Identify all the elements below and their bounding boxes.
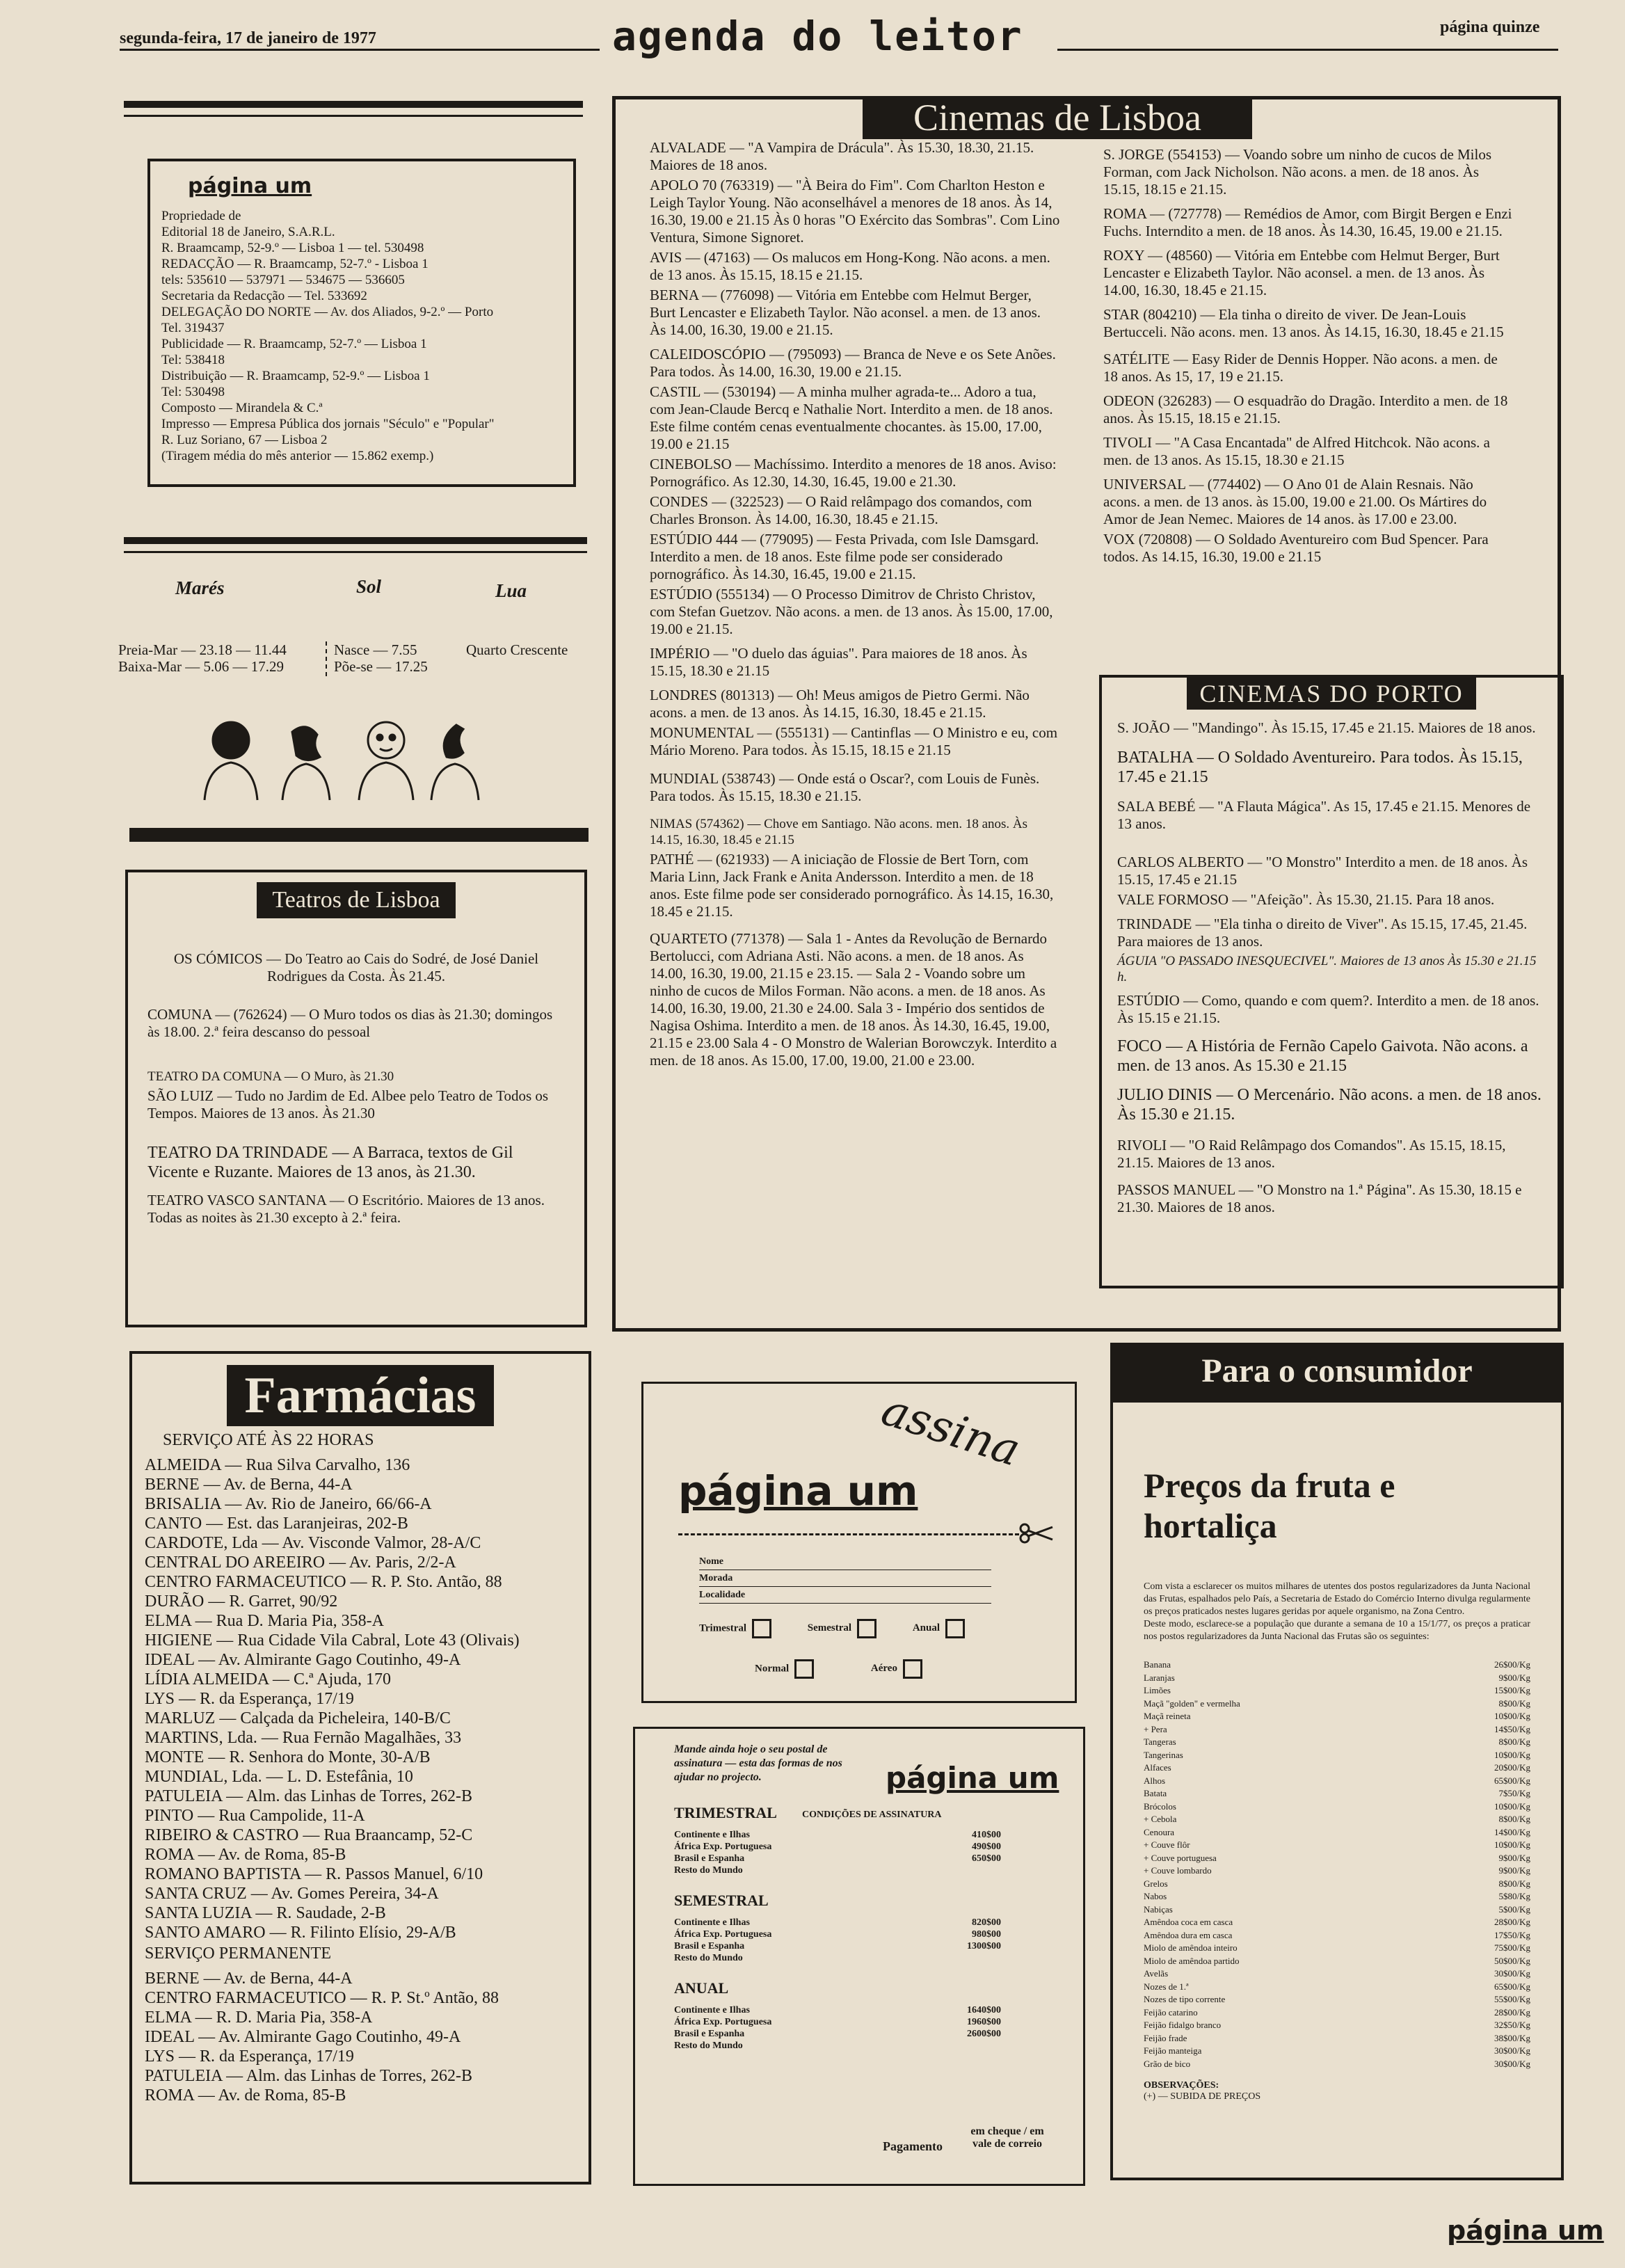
condition-price: 1640$00 (967, 2005, 1001, 2015)
produce-name: Alhos (1144, 1775, 1166, 1786)
tides-rule-thin (124, 551, 587, 553)
pharmacy-item: BRISALIA — Av. Rio de Janeiro, 66/66-A (145, 1495, 432, 1513)
produce-name: + Pera (1144, 1723, 1167, 1734)
produce-price: 65$00/Kg (1494, 1775, 1530, 1786)
conditions-box (633, 1727, 1085, 2186)
conditions-logo: página um (886, 1761, 1059, 1795)
imprint-line: Tel: 538418 (161, 353, 225, 367)
option-label: Anual (912, 1622, 940, 1634)
produce-name: Banana (1144, 1659, 1171, 1670)
condition-row (674, 2040, 1001, 2052)
pharmacies-title: Farmácias (227, 1365, 495, 1426)
footer-logo: página um (1447, 2215, 1604, 2246)
payment-options: em cheque / em vale de correio (970, 2125, 1044, 2150)
condition-row (674, 2016, 1001, 2028)
masthead-rule-right (1057, 49, 1558, 51)
sunset: Põe-se — 17.25 (334, 658, 428, 675)
produce-name: Amêndoa dura em casca (1144, 1929, 1233, 1940)
option-label: Trimestral (699, 1622, 747, 1634)
produce-name: + Couve portuguesa (1144, 1852, 1217, 1863)
produce-name: Nabos (1144, 1891, 1167, 1901)
imprint-line: Impresso — Empresa Pública dos jornais "Século" e "Popular" (161, 417, 495, 431)
price-row (1144, 1672, 1530, 1685)
imprint-line: Tel. 319437 (161, 321, 225, 335)
condition-price: 2600$00 (967, 2029, 1001, 2039)
pharmacy-item: RIBEIRO & CASTRO — Rua Braancamp, 52-C (145, 1826, 473, 1844)
produce-price: 14$00/Kg (1494, 1826, 1530, 1837)
cinema-listing: BERNA — (776098) — Vitória em Entebbe com Helmut Berger, Burt Lencaster e Elizabeth Taylor. Não aconsel. a men. de 13 anos. Às 14.00, 16.30, 19.00 e 21.15. (650, 287, 1041, 338)
price-row (1144, 1890, 1530, 1903)
condition-price: 980$00 (972, 1929, 1001, 1940)
produce-price: 5$80/Kg (1498, 1891, 1530, 1901)
aereo-checkbox[interactable] (903, 1659, 922, 1679)
produce-name: Avelãs (1144, 1968, 1169, 1979)
pharmacy-item: CENTRAL DO AREEIRO — Av. Paris, 2/2-A (145, 1554, 456, 1572)
cinema-listing: ODEON (326283) — O esquadrão do Dragão. Interdito a men. de 18 anos. Às 15.15, 18.15 e 21.15. (1103, 392, 1508, 426)
imprint-logo: página um (188, 174, 312, 198)
consumer-intro-2: Deste modo, esclarece-se a população que durante a semana de 10 a 15/1/77, os preços a praticar nos postos regularizadores da Junta Nacional das Frutas são os seguintes: (1144, 1619, 1530, 1642)
produce-price: 8$00/Kg (1498, 1736, 1530, 1747)
condition-region: África Exp. Portuguesa (674, 2017, 772, 2027)
cinema-listing: QUARTETO (771378) — Sala 1 - Antes da Revolução de Bernardo Bertolucci, com Adriana Asti. Não acons. a men. de 18 anos. As 14.00, 16.30, 19.00, 21.15 e 23.15. — Sala 2 - Voando sobre um ninho de cucos de Milos Forman. Não acons. a men. de 18 anos. As 14.00, 16.30, 19.00, 21.30 e 24.00. Sala 3 - Império dos sentidos de Nagisa Oshima. Interdito a men. de 18 anos. Às 14.30, 16.45, 19.00, 21.15 e 23.00 Sala 4 - O Monstro de Walerian Borowczyk. Interdito a men. de 18 anos. As 15.00, 17.00, 19.00, 21.00 e 23.00. (650, 930, 1057, 1069)
price-row (1144, 1839, 1530, 1852)
theatre-item: TEATRO VASCO SANTANA — O Escritório. Maiores de 13 anos. Todas as noites às 21.30 excepto à 2.ª feira. (147, 1192, 545, 1226)
pharmacy-item: ALMEIDA — Rua Silva Carvalho, 136 (145, 1456, 410, 1474)
moon-phases-icon (188, 711, 508, 801)
pharmacy-item: IDEAL — Av. Almirante Gago Coutinho, 49-A (145, 1651, 461, 1669)
porto-listing: BATALHA — O Soldado Aventureiro. Para todos. Às 15.15, 17.45 e 21.15 (1117, 749, 1523, 786)
high-tide: Preia-Mar — 23.18 — 11.44 (118, 641, 287, 658)
produce-price: 14$50/Kg (1494, 1723, 1530, 1734)
cinema-listing: CONDES — (322523) — O Raid relâmpago dos comandos, com Charles Bronson. Às 14.00, 16.30, 18.45 e 21.15. (650, 493, 1032, 527)
produce-price: 28$00/Kg (1494, 1917, 1530, 1927)
cinema-listing: APOLO 70 (763319) — "À Beira do Fim". Com Charlton Heston e Leigh Taylor Young. Não aconselhável a menores de 18 anos. Às 14, 16.30, 19.00 e 21.15 Às 0 horas "O Exército das Sombras". Com Lino Ventura, Simone Signoret. (650, 177, 1060, 246)
subscribe-logo: página um (678, 1467, 918, 1515)
condition-region: Brasil e Espanha (674, 1941, 745, 1951)
price-row (1144, 1852, 1530, 1865)
theatres-box (125, 870, 587, 1327)
sunrise: Nasce — 7.55 (334, 641, 417, 658)
price-row (1144, 2019, 1530, 2032)
tides-rule (124, 537, 587, 544)
price-row (1144, 1864, 1530, 1878)
cinema-listing: AVIS — (47163) — Os malucos em Hong-Kong. Não acons. a men. de 13 anos. Às 15.15, 18.15 e 21.15. (650, 249, 1050, 283)
produce-name: Feijão catarino (1144, 2006, 1198, 2018)
pharmacy-item: MONTE — R. Senhora do Monte, 30-A/B (145, 1748, 431, 1766)
produce-price: 30$00/Kg (1494, 2058, 1530, 2069)
price-row (1144, 1929, 1530, 1942)
pharmacies-box (129, 1351, 591, 2185)
produce-price: 8$00/Kg (1498, 1814, 1530, 1824)
produce-name: Tangerinas (1144, 1749, 1183, 1760)
condition-row (674, 1940, 1001, 1952)
produce-price: 38$00/Kg (1494, 2032, 1530, 2043)
cinema-listing: IMPÉRIO — "O duelo das águias". Para maiores de 18 anos. Às 15.15, 18.30 e 21.15 (650, 645, 1027, 679)
porto-listing: ESTÚDIO — Como, quando e com quem?. Interdito a men. de 18 anos. Às 15.15 e 21.15. (1117, 992, 1539, 1026)
conditions-intro: Mande ainda hoje o seu postal de assinatura — esta das formas de nos ajudar no projecto. (674, 1743, 842, 1783)
price-row (1144, 1698, 1530, 1711)
pharmacy-item: MARLUZ — Calçada da Picheleira, 140-B/C (145, 1709, 451, 1727)
cinema-listing: ROMA — (727778) — Remédios de Amor, com Birgit Bergen e Enzi Fuchs. Interndito a men. de 18 anos. Às 14.30, 16.45, 19.00 e 21.15. (1103, 205, 1512, 239)
porto-listing: CARLOS ALBERTO — "O Monstro" Interdito a men. de 18 anos. Às 15.15, 17.45 e 21.15 (1117, 854, 1528, 888)
imprint-line: Editorial 18 de Janeiro, S.A.R.L. (161, 225, 335, 239)
masthead-rule-left (120, 49, 600, 51)
pharmacy-item: LYS — R. da Esperança, 17/19 (145, 1690, 354, 1708)
price-row (1144, 1800, 1530, 1814)
pharmacy-item: CENTRO FARMACEUTICO — R. P. St.º Antão, 88 (145, 1989, 499, 2007)
option-label: Aéreo (870, 1663, 897, 1675)
imprint-line: Publicidade — R. Braamcamp, 52-7.º — Lisboa 1 (161, 337, 427, 351)
imprint-line: Composto — Mirandela & C.ª (161, 401, 323, 415)
price-row (1144, 2032, 1530, 2045)
price-row (1144, 1710, 1530, 1723)
imprint-line: R. Luz Soriano, 67 — Lisboa 2 (161, 433, 328, 447)
semestral-checkbox[interactable] (857, 1619, 876, 1638)
imprint-line: (Tiragem média do mês anterior — 15.862 exemp.) (161, 449, 434, 463)
cinema-listing: STAR (804210) — Ela tinha o direito de viver. De Jean-Louis Bertucceli. Não acons. men. 13 anos. Às 14.15, 16.30, 18.45 e 21.15 (1103, 306, 1504, 340)
price-row (1144, 1684, 1530, 1698)
produce-name: Feijão frade (1144, 2032, 1187, 2043)
produce-price: 50$00/Kg (1494, 1955, 1530, 1966)
consumer-box (1110, 1400, 1564, 2180)
imprint-top-rule (124, 101, 583, 108)
conditions-heading: CONDIÇÕES DE ASSINATURA (802, 1810, 942, 1820)
produce-name: Alfaces (1144, 1762, 1171, 1773)
produce-name: Amêndoa coca em casca (1144, 1917, 1233, 1927)
produce-name: Miolo de amêndoa partido (1144, 1955, 1240, 1966)
produce-price: 75$00/Kg (1494, 1942, 1530, 1953)
theatres-title: Teatros de Lisboa (257, 882, 455, 918)
price-row (1144, 1878, 1530, 1891)
subscribe-stamp: assina (875, 1384, 1027, 1477)
observations-title: OBSERVAÇÕES: (1144, 2080, 1219, 2091)
produce-name: Brócolos (1144, 1800, 1176, 1812)
price-row (1144, 1775, 1530, 1788)
pharmacy-item: PATULEIA — Alm. das Linhas de Torres, 262-B (145, 2067, 472, 2085)
produce-price: 5$00/Kg (1498, 1903, 1530, 1915)
produce-price: 17$50/Kg (1494, 1929, 1530, 1940)
porto-listing: S. JOÃO — "Mandingo". Às 15.15, 17.45 e 21.15. Maiores de 18 anos. (1117, 719, 1536, 736)
condition-region: Brasil e Espanha (674, 2029, 745, 2039)
condition-row (674, 2028, 1001, 2040)
porto-listing: FOCO — A História de Fernão Capelo Gaivota. Não acons. a men. de 13 anos. As 15.30 e 21.15 (1117, 1037, 1528, 1075)
theatre-item: TEATRO DA TRINDADE — A Barraca, textos de Gil Vicente e Ruzante. Maiores de 13 anos, às 21.30. (147, 1144, 513, 1181)
moon-phase: Quarto Crescente (466, 641, 568, 658)
porto-listing: TRINDADE — "Ela tinha o direito de Viver". As 15.15, 17.45, 21.45. Para maiores de 13 anos. (1117, 916, 1528, 950)
produce-price: 28$00/Kg (1494, 2006, 1530, 2018)
pharmacy-item: CARDOTE, Lda — Av. Visconde Valmor, 28-A/C (145, 1534, 481, 1552)
condition-row (674, 1952, 1001, 1964)
produce-price: 30$00/Kg (1494, 1968, 1530, 1979)
produce-name: Grelos (1144, 1878, 1168, 1889)
price-row (1144, 1916, 1530, 1929)
page-number: página quinze (1440, 18, 1540, 36)
consumer-headline: Preços da fruta e hortaliça (1144, 1466, 1395, 1545)
pharmacy-item: LÍDIA ALMEIDA — C.ª Ajuda, 170 (145, 1670, 391, 1688)
normal-checkbox[interactable] (794, 1659, 814, 1679)
produce-name: Batata (1144, 1788, 1167, 1798)
porto-listing: VALE FORMOSO — "Afeição". Às 15.30, 21.15. Para 18 anos. (1117, 891, 1495, 908)
price-row (1144, 1787, 1530, 1800)
produce-name: Nozes de tipo corrente (1144, 1994, 1226, 2004)
payment-label: Pagamento (883, 2139, 943, 2153)
price-row (1144, 2006, 1530, 2020)
theatre-item: SÃO LUIZ — Tudo no Jardim de Ed. Albee pelo Teatro de Todos os Tempos. Maiores de 13 anos. Às 21.30 (147, 1087, 549, 1121)
theatre-item: OS CÓMICOS — Do Teatro ao Cais do Sodré, de José Daniel Rodrigues da Costa. Às 21.45. (173, 950, 539, 984)
produce-name: Laranjas (1144, 1672, 1175, 1683)
imprint-line: tels: 535610 — 537971 — 534675 — 536605 (161, 273, 405, 287)
coupon-dashed-rule (678, 1533, 1019, 1535)
condition-row (674, 1841, 1001, 1853)
condition-region: África Exp. Portuguesa (674, 1842, 772, 1852)
condition-region: Resto do Mundo (674, 2041, 743, 2051)
cinemas-lisboa-title: Cinemas de Lisboa (863, 96, 1252, 139)
pharmacy-item: CENTRO FARMACEUTICO — R. P. Sto. Antão, 88 (145, 1573, 502, 1591)
pharmacy-item: PINTO — Rua Campolide, 11-A (145, 1807, 365, 1825)
produce-name: Maçã "golden" e vermelha (1144, 1698, 1240, 1709)
porto-listing: ÁGUIA "O PASSADO INESQUECIVEL". Maiores de 13 anos Às 15.30 e 21.15 h. (1117, 954, 1537, 984)
porto-listing: PASSOS MANUEL — "O Monstro na 1.ª Página". As 15.30, 18.15 e 21.30. Maiores de 18 anos. (1117, 1181, 1522, 1215)
tides-bottom-rule (129, 828, 589, 842)
cinemas-lisboa-col1 (650, 139, 1060, 1072)
imprint-line: R. Braamcamp, 52-9.º — Lisboa 1 — tel. 530498 (161, 241, 424, 255)
produce-name: Miolo de amêndoa inteiro (1144, 1942, 1238, 1953)
pharmacy-item: SANTO AMARO — R. Filinto Elísio, 29-A/B (145, 1924, 456, 1942)
cinema-listing: VOX (720808) — O Soldado Aventureiro com Bud Spencer. Para todos. As 14.15, 16.30, 19.00 e 21.15 (1103, 531, 1489, 565)
produce-price: 8$00/Kg (1498, 1698, 1530, 1709)
pharmacy-item: MUNDIAL, Lda. — L. D. Estefânia, 10 (145, 1768, 413, 1786)
produce-name: Feijão manteiga (1144, 2045, 1202, 2056)
cinemas-lisboa-col2 (1103, 146, 1514, 568)
produce-name: Nozes de 1.ª (1144, 1981, 1189, 1992)
pharmacy-item: DURÃO — R. Garret, 90/92 (145, 1592, 338, 1611)
price-row (1144, 1736, 1530, 1749)
cinemas-porto-title: CINEMAS DO PORTO (1187, 678, 1475, 710)
condition-price: 820$00 (972, 1917, 1001, 1928)
coupon-options-2 (755, 1659, 928, 1679)
cinema-listing: ESTÚDIO (555134) — O Processo Dimitrov de Christo Christov, com Stefan Guetzov. Não acons. a men. de 13 anos. Às 15.00, 17.00, 19.00 e 21.15. (650, 586, 1053, 637)
moon-label: Lua (495, 580, 527, 601)
anual-checkbox[interactable] (945, 1619, 965, 1638)
tides-label: Marés (175, 577, 225, 598)
price-row (1144, 1749, 1530, 1762)
theatre-item: TEATRO DA COMUNA — O Muro, às 21.30 (147, 1069, 394, 1084)
cinema-listing: ALVALADE — "A Vampira de Drácula". Às 15.30, 18.30, 21.15. Maiores de 18 anos. (650, 139, 1034, 173)
condition-region: Continente e Ilhas (674, 1830, 750, 1840)
condition-region: África Exp. Portuguesa (674, 1929, 772, 1940)
cinema-listing: MUNDIAL (538743) — Onde está o Oscar?, com Louis de Funès. Para todos. Às 15.15, 18.30 e 21.15. (650, 770, 1040, 804)
coupon-field-name[interactable]: Nome (699, 1554, 991, 1570)
condition-group-title: TRIMESTRAL (674, 1804, 777, 1821)
produce-price: 15$00/Kg (1494, 1685, 1530, 1695)
porto-listing: SALA BEBÉ — "A Flauta Mágica". As 15, 17.45 e 21.15. Menores de 13 anos. (1117, 798, 1531, 832)
pharmacy-item: ELMA — Rua D. Maria Pia, 358-A (145, 1612, 384, 1630)
cinemas-porto-box (1099, 675, 1564, 1288)
price-row (1144, 1723, 1530, 1736)
imprint-line: REDACÇÃO — R. Braamcamp, 52-7.º - Lisboa 1 (161, 257, 429, 271)
condition-row (674, 2004, 1001, 2016)
imprint-line: Distribuição — R. Braamcamp, 52-9.º — Lisboa 1 (161, 369, 430, 383)
price-row (1144, 1967, 1530, 1981)
pharmacy-item: IDEAL — Av. Almirante Gago Coutinho, 49-A (145, 2028, 461, 2046)
masthead-date: segunda-feira, 17 de janeiro de 1977 (120, 29, 376, 47)
produce-price: 9$00/Kg (1498, 1672, 1530, 1683)
imprint-line: Propriedade de (161, 209, 241, 223)
pharmacy-item: ROMA — Av. de Roma, 85-B (145, 1846, 346, 1864)
pharmacy-item: BERNE — Av. de Berna, 44-A (145, 1476, 353, 1494)
condition-price: 1960$00 (967, 2017, 1001, 2027)
condition-price: 650$00 (972, 1853, 1001, 1864)
produce-name: Grão de bico (1144, 2058, 1191, 2069)
condition-row (674, 1853, 1001, 1864)
produce-price: 7$50/Kg (1498, 1788, 1530, 1798)
price-row (1144, 2058, 1530, 2071)
cinema-listing: CINEBOLSO — Machíssimo. Interdito a menores de 18 anos. Aviso: Pornográfico. As 12.30, 14.30, 16.45, 19.00 e 21.30. (650, 456, 1057, 490)
produce-price: 8$00/Kg (1498, 1878, 1530, 1889)
produce-price: 10$00/Kg (1494, 1839, 1530, 1850)
cinema-listing: CASTIL — (530194) — A minha mulher agrada-te... Adoro a tua, com Jean-Claude Bercq e Nathalie Nort. Interdito a men. de 18 anos. Este filme contém cenas eventualmente chocantes. às 15.00, 17.00, 19.00 e 21.15 (650, 383, 1053, 452)
condition-price: 410$00 (972, 1830, 1001, 1840)
imprint-line: Secretaria da Redacção — Tel. 533692 (161, 289, 367, 303)
cinema-listing: LONDRES (801313) — Oh! Meus amigos de Pietro Germi. Não acons. a men. de 13 anos. Às 14.15, 16.30, 18.45 e 21.15. (650, 687, 1030, 721)
cinema-listing: ESTÚDIO 444 — (779095) — Festa Privada, com Isle Damsgard. Interdito a men. de 18 anos. Este filme pode ser considerado pornográfico. Às 14.30, 16.45, 19.00 e 21.15. (650, 531, 1039, 582)
produce-price: 20$00/Kg (1494, 1762, 1530, 1773)
low-tide: Baixa-Mar — 5.06 — 17.29 (118, 658, 284, 675)
option-label: Semestral (807, 1622, 852, 1634)
produce-price: 30$00/Kg (1494, 2045, 1530, 2056)
condition-price: 1300$00 (967, 1941, 1001, 1951)
cinema-listing: UNIVERSAL — (774402) — O Ano 01 de Alain Resnais. Não acons. a men. de 13 anos. às 15.00, 19.00 e 21.00. Os Mártires do Amor de Jean Nemec. Maiores de 14 anos. às 17.00 e 23.00. (1103, 476, 1487, 527)
sun-label: Sol (356, 576, 382, 597)
condition-region: Resto do Mundo (674, 1953, 743, 1963)
subscription-coupon (641, 1382, 1077, 1703)
produce-price: 9$00/Kg (1498, 1852, 1530, 1863)
cinema-listing: SATÉLITE — Easy Rider de Dennis Hopper. Não acons. a men. de 18 anos. As 15, 17, 19 e 21.15. (1103, 351, 1498, 385)
coupon-field-locality[interactable]: Localidade (699, 1587, 991, 1604)
condition-price: 490$00 (972, 1842, 1001, 1852)
produce-name: + Cebola (1144, 1814, 1177, 1824)
tides-divider (326, 641, 328, 676)
condition-row (674, 1829, 1001, 1841)
price-row (1144, 1903, 1530, 1917)
pharmacy-item: ELMA — R. D. Maria Pia, 358-A (145, 2009, 373, 2027)
price-row (1144, 1659, 1530, 1672)
trimestral-checkbox[interactable] (752, 1619, 771, 1638)
produce-name: Cenoura (1144, 1826, 1175, 1837)
price-row (1144, 1942, 1530, 1955)
produce-price: 32$50/Kg (1494, 2020, 1530, 2030)
cinema-listing: NIMAS (574362) — Chove em Santiago. Não acons. men. 18 anos. Às 14.15, 16.30, 18.45 e 21.15 (650, 817, 1028, 847)
imprint-top-rule-thin (124, 115, 583, 117)
produce-price: 9$00/Kg (1498, 1865, 1530, 1876)
theatre-item: COMUNA — (762624) — O Muro todos os dias às 21.30; domingos às 18.00. 2.ª feira descanso do pessoal (147, 1006, 553, 1040)
consumer-title: Para o consumidor (1110, 1343, 1564, 1400)
condition-row (674, 1917, 1001, 1928)
condition-region: Resto do Mundo (674, 1865, 743, 1876)
produce-name: + Couve lombardo (1144, 1865, 1212, 1876)
produce-name: + Couve flôr (1144, 1839, 1190, 1850)
produce-price: 10$00/Kg (1494, 1800, 1530, 1812)
price-list (1144, 1659, 1530, 2070)
price-row (1144, 1955, 1530, 1968)
produce-name: Limões (1144, 1685, 1171, 1695)
condition-row (674, 1864, 1001, 1876)
condition-row (674, 1928, 1001, 1940)
produce-name: Nabiças (1144, 1903, 1173, 1915)
cinema-listing: MONUMENTAL — (555131) — Cantinflas — O Ministro e eu, com Mário Moreno. Para todos. Às 15.15, 18.15 e 21.15 (650, 724, 1058, 758)
cinema-listing: ROXY — (48560) — Vitória em Entebbe com Helmut Berger, Burt Lencaster e Elizabeth Taylor. Não aconsel. a men. de 13 anos. Às 14.00, 16.30, 18.45 e 21.15. (1103, 247, 1500, 298)
condition-group-title: ANUAL (674, 1979, 729, 1997)
scissors-icon (1019, 1523, 1054, 1544)
coupon-options (699, 1619, 970, 1638)
pharmacy-item: SANTA CRUZ — Av. Gomes Pereira, 34-A (145, 1885, 439, 1903)
coupon-field-address[interactable]: Morada (699, 1570, 991, 1587)
produce-price: 10$00/Kg (1494, 1749, 1530, 1760)
pharmacy-item: MARTINS, Lda. — Rua Fernão Magalhães, 33 (145, 1729, 462, 1747)
pharmacy-item: ROMANO BAPTISTA — R. Passos Manuel, 6/10 (145, 1865, 483, 1883)
imprint-line: DELEGAÇÃO DO NORTE — Av. dos Aliados, 9-2.º — Porto (161, 305, 494, 319)
condition-region: Brasil e Espanha (674, 1853, 745, 1864)
produce-name: Maçã reineta (1144, 1711, 1191, 1721)
condition-group-title: SEMESTRAL (674, 1892, 769, 1909)
pharmacy-item: ROMA — Av. de Roma, 85-B (145, 2086, 346, 2105)
pharmacies-section-title: SERVIÇO PERMANENTE (145, 1944, 332, 1963)
produce-price: 10$00/Kg (1494, 1711, 1530, 1721)
price-row (1144, 1993, 1530, 2006)
produce-price: 55$00/Kg (1494, 1994, 1530, 2004)
condition-region: Continente e Ilhas (674, 2005, 750, 2015)
price-row (1144, 2045, 1530, 2058)
condition-region: Continente e Ilhas (674, 1917, 750, 1928)
produce-price: 26$00/Kg (1494, 1659, 1530, 1670)
masthead-title: agenda do leitor (612, 13, 1023, 60)
option-label: Normal (755, 1663, 790, 1675)
pharmacies-section-title: SERVIÇO ATÉ ÀS 22 HORAS (163, 1431, 374, 1449)
porto-listing: RIVOLI — "O Raid Relâmpago dos Comandos". As 15.15, 18.15, 21.15. Maiores de 13 anos. (1117, 1137, 1506, 1171)
cinema-listing: CALEIDOSCÓPIO — (795093) — Branca de Neve e os Sete Anões. Para todos. Às 14.00, 16.30, 19.00 e 21.15. (650, 346, 1056, 380)
pharmacy-item: BERNE — Av. de Berna, 44-A (145, 1970, 353, 1988)
pharmacy-item: SANTA LUZIA — R. Saudade, 2-B (145, 1904, 386, 1922)
imprint-line: Tel: 530498 (161, 385, 225, 399)
pharmacy-item: PATULEIA — Alm. das Linhas de Torres, 262-B (145, 1787, 472, 1805)
cinema-listing: TIVOLI — "A Casa Encantada" de Alfred Hitchcok. Não acons. a men. de 13 anos. As 15.15, 18.30 e 21.15 (1103, 434, 1490, 468)
consumer-intro: Com vista a esclarecer os muitos milhares de utentes dos postos regularizadores da Junta Nacional das Frutas, espalhados pelo País, a Secretaria de Estado do Comércio Interno divulga regularmente os preços praticados nestes lugares geridas por aquele organismo, na Zona Centro. (1144, 1581, 1530, 1617)
price-row (1144, 1981, 1530, 1994)
produce-name: Tangeras (1144, 1736, 1176, 1747)
produce-price: 65$00/Kg (1494, 1981, 1530, 1992)
observations: (+) — SUBIDA DE PREÇOS (1144, 2091, 1261, 2102)
porto-listing: JULIO DINIS — O Mercenário. Não acons. a men. de 18 anos. Às 15.30 e 21.15. (1117, 1086, 1542, 1124)
imprint-box (147, 159, 576, 487)
price-row (1144, 1826, 1530, 1839)
cinema-listing: S. JORGE (554153) — Voando sobre um ninho de cucos de Milos Forman, com Jack Nicholson. Não acons. a men. de 18 anos. Às 15.15, 18.15 e 21.15. (1103, 146, 1492, 198)
pharmacy-item: HIGIENE — Rua Cidade Vila Cabral, Lote 43 (Olivais) (145, 1631, 520, 1650)
price-row (1144, 1813, 1530, 1826)
pharmacy-item: LYS — R. da Esperança, 17/19 (145, 2047, 354, 2066)
cinema-listing: PATHÉ — (621933) — A iniciação de Flossie de Bert Torn, com Maria Linn, Jack Frank e Anita Andersson. Interdito a men. de 18 anos. Este filme pode ser considerado pornográfico. Às 14.15, 16.30, 18.45 e 21.15. (650, 851, 1054, 920)
produce-name: Feijão fidalgo branco (1144, 2020, 1222, 2030)
pharmacy-item: CANTO — Est. das Laranjeiras, 202-B (145, 1515, 408, 1533)
price-row (1144, 1762, 1530, 1775)
